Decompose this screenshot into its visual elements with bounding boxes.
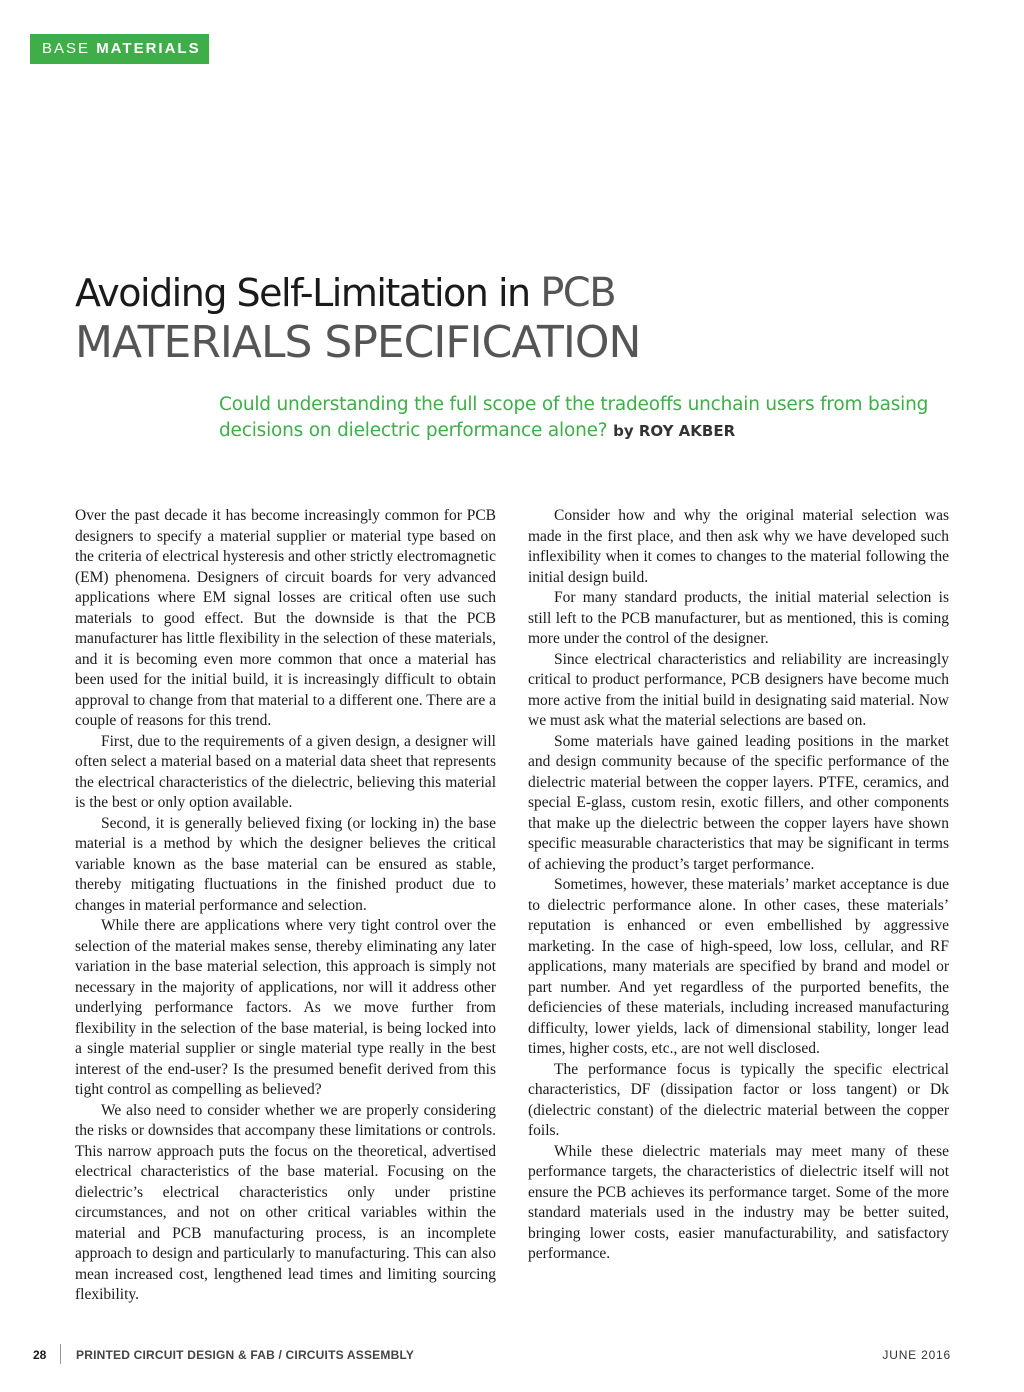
body-column-left [75, 506, 496, 1306]
byline: by ROY AKBER [613, 422, 736, 440]
article-deck [219, 392, 959, 444]
paragraph: While these dielectric materials may meet many of these performance targets, the characteristics of dielectric itself will not ensure the PCB achieves its performance target. Some of the more standard materials used in the industry may be better suited, bringing lower costs, easier manufacturability, and satisfactory performance. [528, 1142, 949, 1262]
section-tag-bold: MATERIALS [96, 40, 201, 57]
paragraph: The performance focus is typically the specific electrical characteristics, DF (dissipation factor or loss tangent) or Dk (dielectric constant) of the dielectric material between the copper foils. [528, 1060, 949, 1139]
deck-text: Could understanding the full scope of the tradeoffs unchain users from basing decisions on dielectric performance alone? [219, 394, 929, 441]
publication-name: PRINTED CIRCUIT DESIGN & FAB / CIRCUITS ASSEMBLY [76, 1348, 415, 1362]
body-column-right [528, 506, 949, 1265]
paragraph: Second, it is generally believed fixing (or locking in) the base material is a method by which the designer believes the critical variable known as the base material can be ensured as stable, thereby mitigating fluctuations in the finished product due to changes in material performance and selection. [75, 814, 496, 914]
page-number: 28 [33, 1348, 47, 1362]
section-tag [30, 34, 209, 64]
paragraph: Consider how and why the original material selection was made in the first place, and then ask why we have developed such inflexibility when it comes to changes to the material following the initial design build. [528, 507, 949, 586]
footer-divider [60, 1344, 61, 1364]
paragraph: For many standard products, the initial material selection is still left to the PCB manufacturer, but as mentioned, this is coming more under the control of the designer. [528, 589, 949, 647]
paragraph: First, due to the requirements of a given design, a designer will often select a material based on a material data sheet that represents the electrical characteristics of the dielectric, believing this material is the best or only option available. [75, 732, 496, 811]
paragraph: Over the past decade it has become increasingly common for PCB designers to specify a material supplier or material type based on the criteria of electrical hysteresis and other strictly electromagnetic (EM) phenomena. Designers of circuit boards for very advanced applications where EM signal losses are critical often use such materials to good effect. But the downside is that the PCB manufacturer has little flexibility in the selection of these materials, and it is becoming even more common that once a material has been used for the initial build, it is increasingly difficult to obtain approval to change from that material to a different one. There are a couple of reasons for this trend. [75, 507, 496, 729]
issue-date: JUNE 2016 [882, 1348, 951, 1362]
paragraph: We also need to consider whether we are properly considering the risks or downsides that accompany these limitations or controls. This narrow approach puts the focus on the theoretical, advertised electrical characteristics of the base material. Focusing on the dielectric’s electrical characteristics only under pristine circumstances, and not on other critical variables within the material and PCB manufacturing process, is an incomplete approach to design and particularly to manufacturing. This can also mean increased cost, lengthened lead times and limiting sourcing flexibility. [75, 1101, 496, 1303]
paragraph: Sometimes, however, these materials’ market acceptance is due to dielectric performance alone. In other cases, these materials’ reputation is enhanced or even embellished by aggressive marketing. In the case of high-speed, low loss, cellular, and RF applications, many materials are specified by brand and model or part number. And yet regardless of the purported benefits, the deficiencies of these materials, including increased manufacturing difficulty, lower yields, lack of dimensional stability, longer lead times, higher costs, etc., are not well disclosed. [528, 876, 949, 1057]
paragraph: While there are applications where very tight control over the selection of the material makes sense, thereby eliminating any later variation in the base material selection, this approach is simply not necessary in the majority of applications, nor will it address other underlying performance factors. As we move further from flexibility in the selection of the base material, is being locked into a single material supplier or single material type really in the best interest of the end-user? Is the presumed benefit derived from this tight control as compelling as believed? [75, 917, 496, 1098]
title-line1-a: Avoiding Self-Limitation in [75, 271, 541, 315]
article-title [75, 270, 975, 366]
paragraph: Since electrical characteristics and reliability are increasingly critical to product performance, PCB designers have become much more active from the initial build in designating said material. Now we must ask what the material selections are based on. [528, 650, 949, 729]
page-footer [33, 1344, 951, 1366]
title-line1-b: PCB [540, 270, 616, 316]
paragraph: Some materials have gained leading positions in the market and design community because of the specific performance of the dielectric material between the copper layers. PTFE, ceramics, and special E-glass, custom resin, exotic fillers, and other components that make up the dielectric between the copper layers have shown specific measurable characteristics that may be significant in terms of achieving the product’s target performance. [528, 732, 949, 873]
section-tag-light: BASE [42, 40, 97, 57]
title-line2: MATERIALS SPECIFICATION [75, 317, 641, 368]
